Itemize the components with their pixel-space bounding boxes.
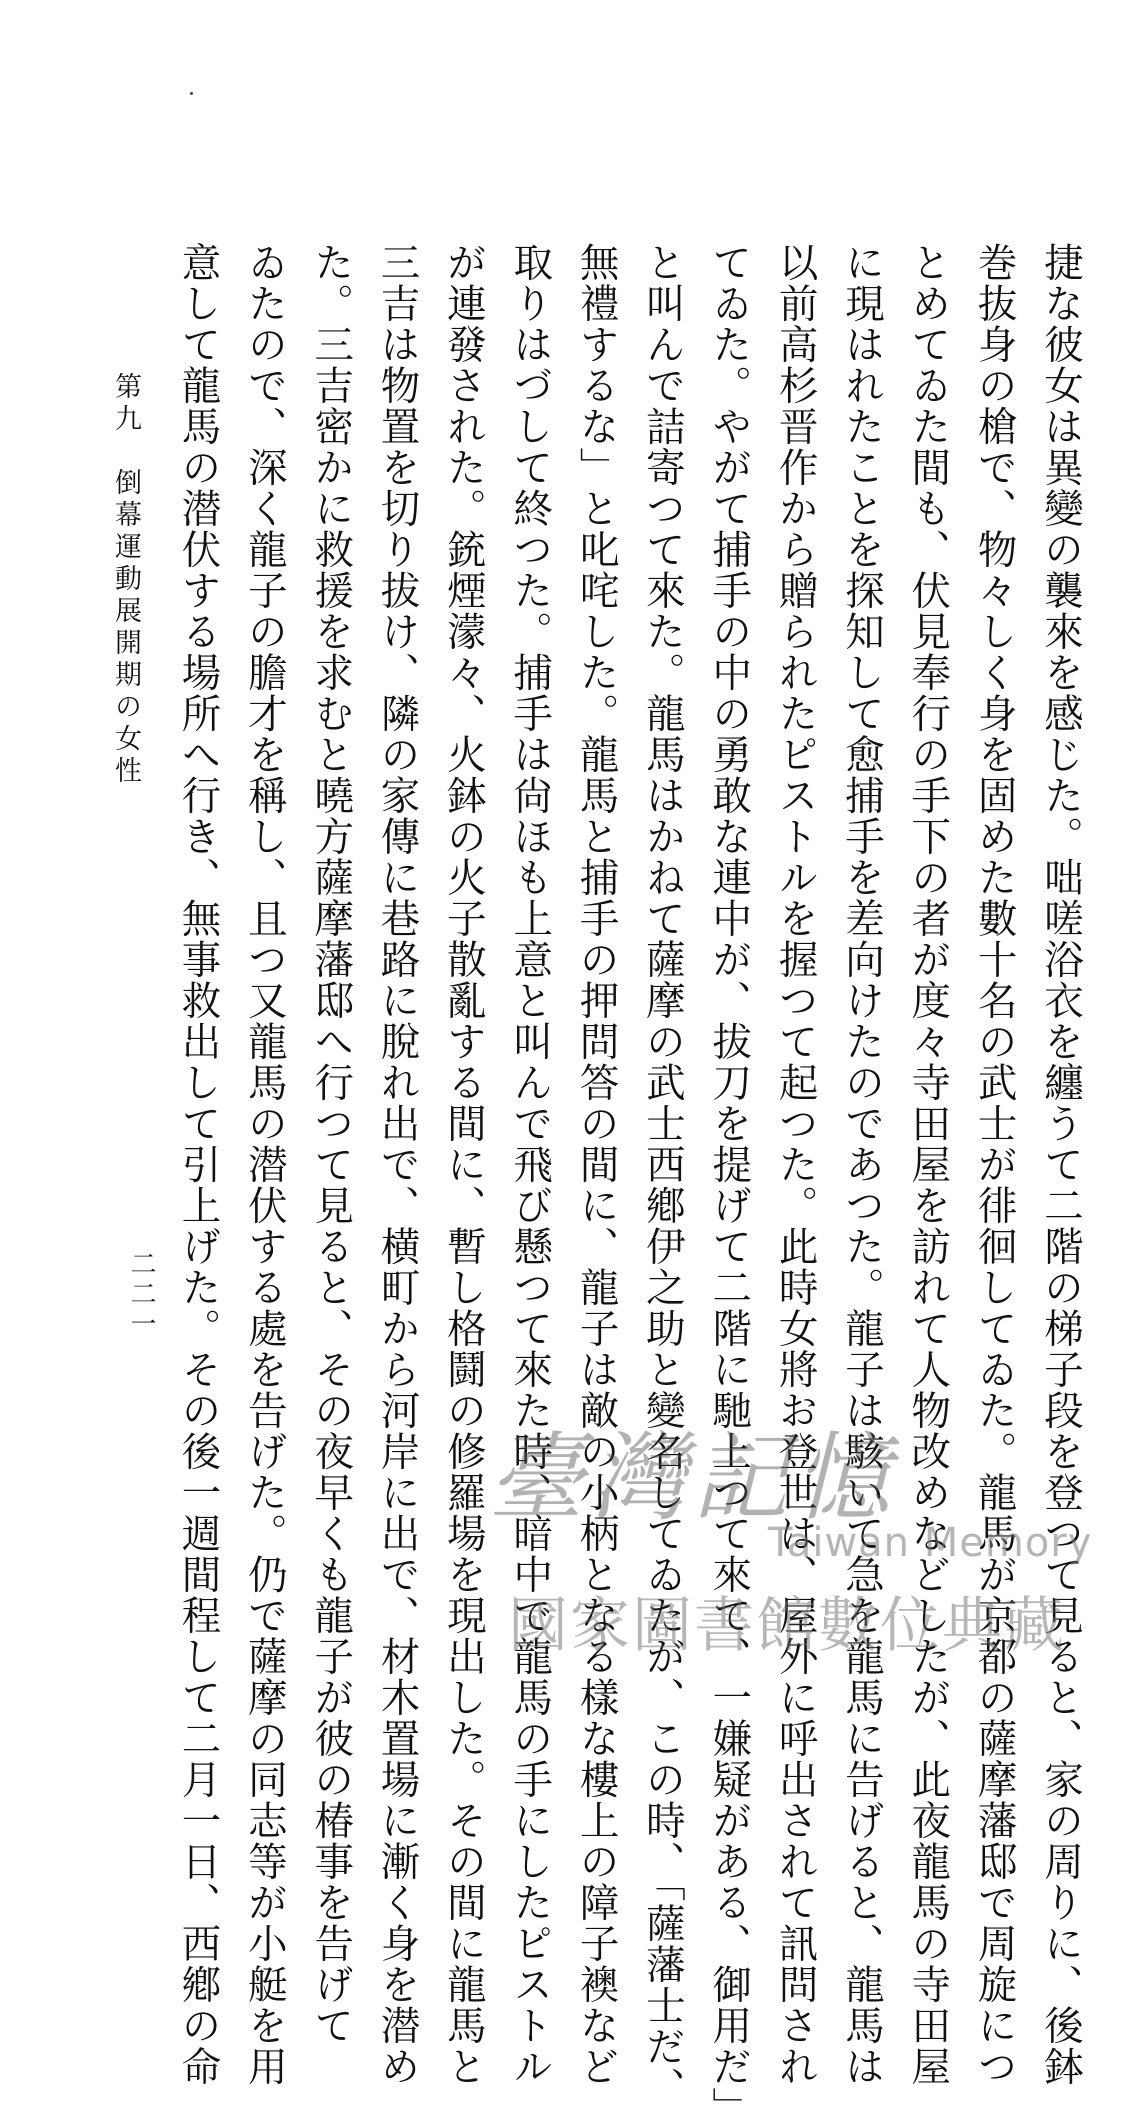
text-column: と叫んで詰寄つて來た。龍馬はかねて薩摩の武士西鄕伊之助と變名してゐたが、この時、「薩藩士だ、: [639, 242, 686, 2109]
text-column: 捷な彼女は異變の襲來を感じた。咄嗟浴衣を纏うて二階の梯子段を登つて見ると、家の周りに、後鉢: [1037, 242, 1084, 2087]
text-column: に現はれたことを探知して愈捕手を差向けたのであつた。龍子は駭いて急を龍馬に告げると、龍馬は: [838, 242, 885, 2087]
text-column: た。三吉密かに救援を求むと曉方薩摩藩邸へ行つて見ると、その夜早くも龍子が彼の椿事を告げて: [308, 242, 355, 2046]
text-column: てゐた。やがて捕手の中の勇敢な連中が、拔刀を提げて二階に馳上つて來て、一嫌疑がある、御用だ」: [706, 242, 753, 2128]
text-column: 以前高杉晋作から贈られたピストルを握つて起つた。此時女將お登世は、屋外に呼出されて訊問され: [772, 242, 819, 2087]
running-header: 第九 倒幕運動展開期の女性: [110, 372, 141, 788]
watermark-english-text: Taiwan Memory: [768, 1520, 1093, 1566]
stray-ink-dot: [190, 92, 193, 95]
text-column: 三吉は物置を切り拔け、隣の家傳に巷路に脫れ出で、横町から河岸に出で、材木置場に漸く身を潜め: [374, 242, 421, 2087]
text-column: とめてゐた間も、伏見奉行の手下の者が度々寺田屋を訪れて人物改めなどしたが、此夜龍馬の寺田屋: [905, 242, 952, 2087]
text-column: 意して龍馬の潜伏する場所へ行き、無事救出して引上げた。その後一週間程して二月一日、西鄕の命: [175, 242, 222, 2087]
text-column: ゐたので、深く龍子の膽才を稱し、且つ又龍馬の潜伏する處を告げた。仍で薩摩の同志等が小艇を用: [241, 242, 288, 2087]
text-column: が連發された。銃煙濛々、火鉢の火子散亂する間に、暫し格鬪の修羅場を現出した。その間に龍馬と: [440, 242, 487, 2087]
watermark-logo: 臺灣記憶: [488, 1422, 896, 1534]
text-column: 無禮するな」と叱咤した。龍馬と捕手の押問答の間に、龍子は敵の小柄となる樣な樓上の障子襖など: [573, 242, 620, 2087]
text-column: 取りはづして終つた。捕手は尙ほも上意と叫んで飛び懸つて來た時、暗中で龍馬の手にしたピストル: [507, 242, 554, 2087]
vertical-body-text: [175, 242, 1084, 2128]
page-number: 二二一: [126, 1250, 156, 1340]
watermark-institution-text: 國家圖書館數位典藏: [508, 1591, 1066, 1661]
text-column: 巻抜身の槍で、物々しく身を固めた數十名の武士が徘徊してゐた。龍馬が京都の薩摩藩邸で周旋につ: [971, 242, 1018, 2087]
